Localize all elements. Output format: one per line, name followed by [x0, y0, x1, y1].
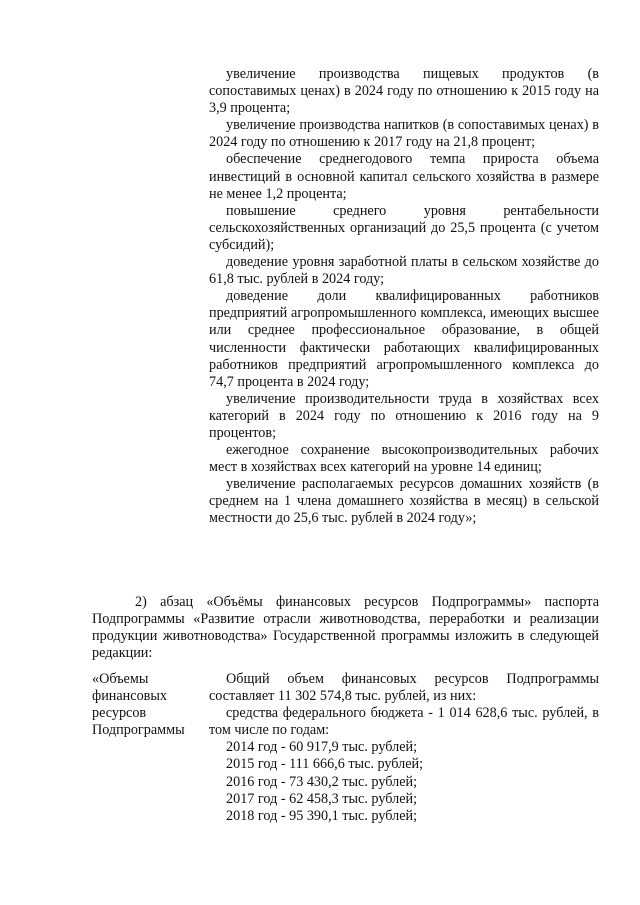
year-row: 2016 год - 73 430,2 тыс. рублей; [226, 773, 418, 790]
list-item: доведение доли квалифицированных работников предприятий агропромышленного комплекса, имеющих высшее или среднее профессиональное образование, в общей численности фактически работающих квалифицированных работников предприятий агропромышленного комплекса до 74,7 процента в 2024 году; [209, 288, 599, 390]
label-line: «Объемы [92, 671, 149, 687]
list-item: увеличение производительности труда в хозяйствах всех категорий в 2024 году по отношению к 2016 году на 9 процентов; [209, 390, 599, 441]
funding-table-label [92, 671, 202, 739]
target-indicators-list [209, 66, 599, 528]
list-item: повышение среднего уровня рентабельности сельскохозяйственных организаций до 25,5 процента (с учетом субсидий); [209, 202, 599, 253]
year-row: 2018 год - 95 390,1 тыс. рублей; [226, 807, 418, 824]
list-item: обеспечение среднегодового темпа прироста объема инвестиций в основной капитал сельского хозяйства в размере не менее 1,2 процента; [209, 151, 599, 202]
label-line: Подпрограммы [92, 722, 185, 739]
year-row: 2015 год - 111 666,6 тыс. рублей; [226, 756, 424, 773]
label-line: финансовых [92, 688, 167, 705]
year-row: 2017 год - 62 458,3 тыс. рублей; [226, 790, 418, 807]
funding-table-content [209, 671, 599, 825]
amendment-paragraph: 2) абзац «Объёмы финансовых ресурсов Подпрограммы» паспорта Подпрограммы «Развитие отрасли животноводства, переработки и реализации продукции животноводства» Государственной программы изложить в следующей редакции: [92, 594, 599, 662]
federal-budget-text: средства федерального бюджета - 1 014 628,6 тыс. рублей, в том числе по годам: [209, 705, 599, 739]
list-item: увеличение производства напитков (в сопоставимых ценах) в 2024 году по отношению к 2017 году на 21,8 процент; [209, 117, 599, 151]
list-item: увеличение располагаемых ресурсов домашних хозяйств (в среднем на 1 члена домашнего хозяйства в месяц) в сельской местности до 25,6 тыс. рублей в 2024 году»; [209, 476, 599, 527]
yearly-funding-list [209, 739, 599, 824]
list-item: ежегодное сохранение высокопроизводительных рабочих мест в хозяйствах всех категорий на уровне 14 единиц; [209, 442, 599, 476]
list-item: доведение уровня заработной платы в сельском хозяйстве до 61,8 тыс. рублей в 2024 году; [209, 254, 599, 288]
year-row: 2014 год - 60 917,9 тыс. рублей; [226, 739, 418, 756]
label-line: ресурсов [92, 705, 147, 722]
total-funding-text: Общий объем финансовых ресурсов Подпрограммы составляет 11 302 574,8 тыс. рублей, из них: [209, 671, 599, 705]
list-item: увеличение производства пищевых продуктов (в сопоставимых ценах) в 2024 году по отношению к 2015 году на 3,9 процента; [209, 66, 599, 117]
